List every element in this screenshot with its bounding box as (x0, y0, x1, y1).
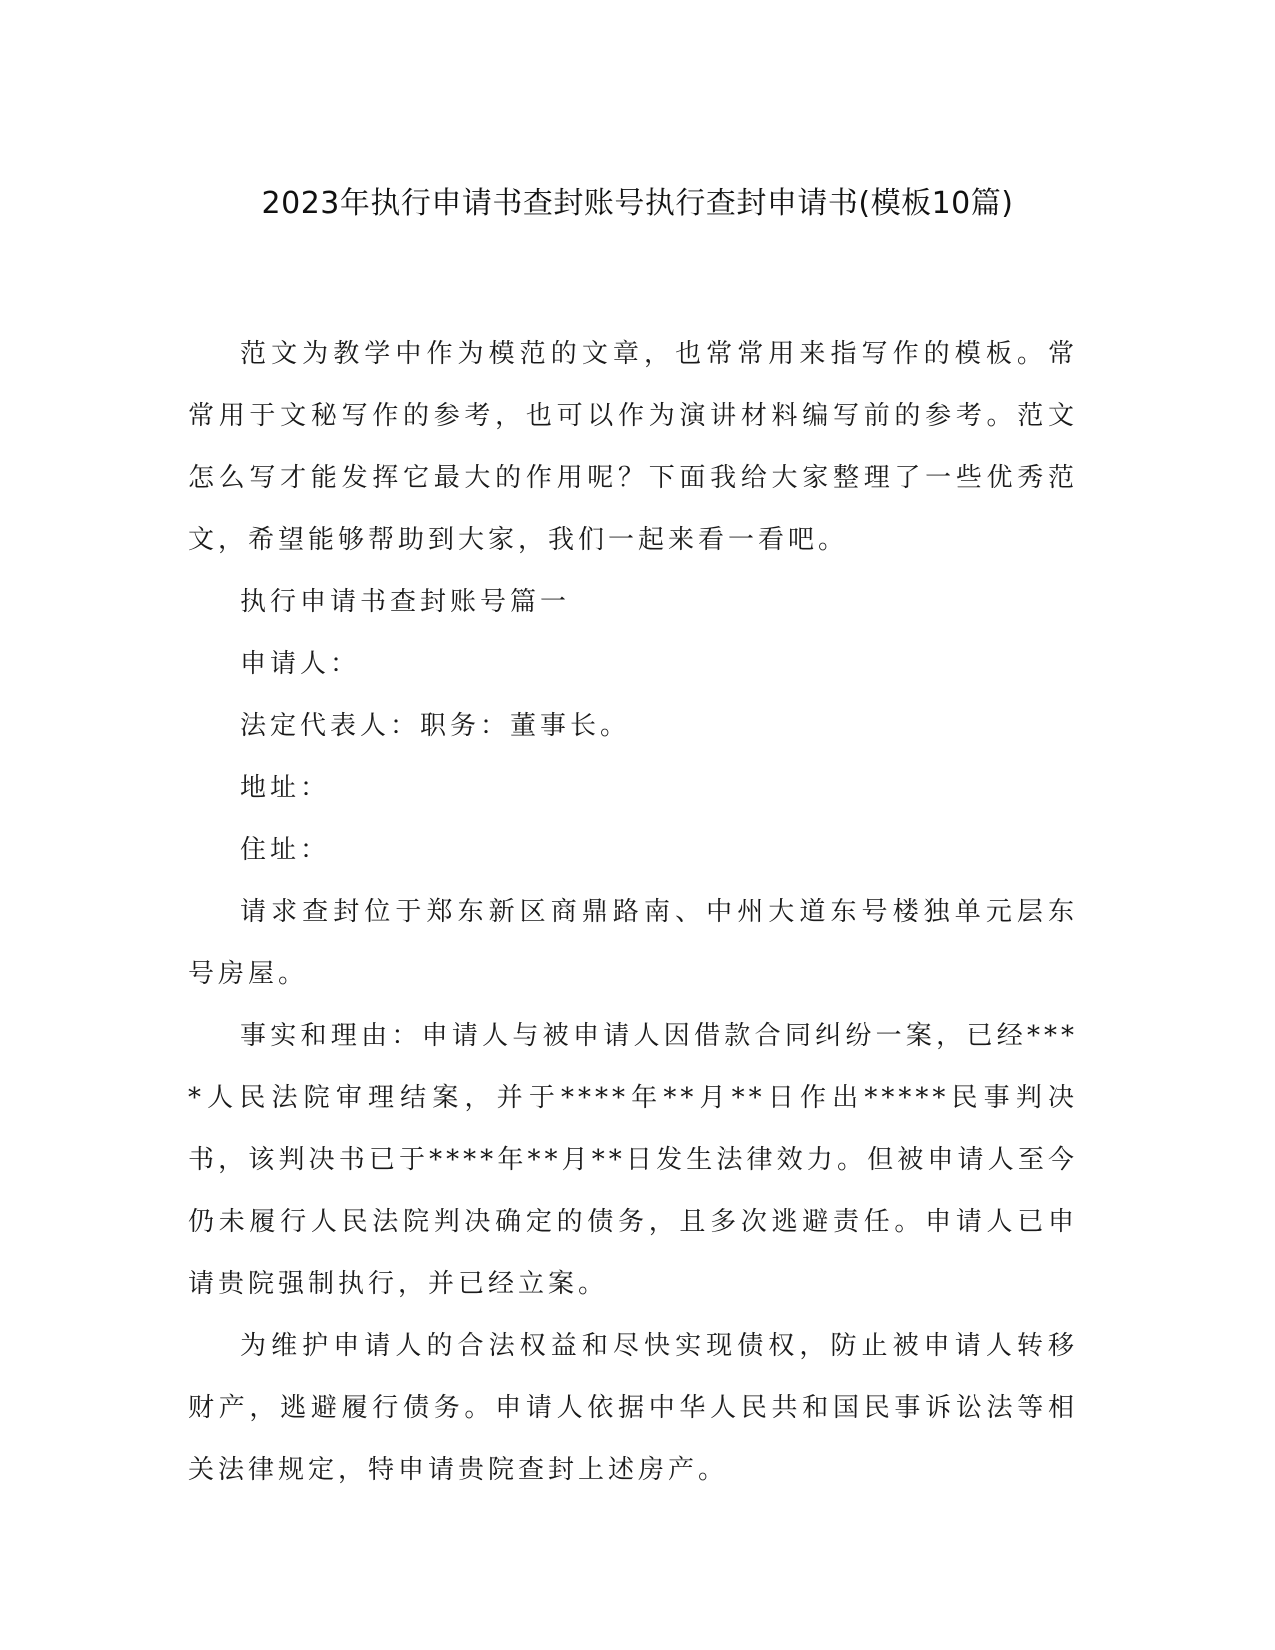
residence-line: 住址： (240, 835, 331, 865)
section-heading: 执行申请书查封账号篇一 (240, 587, 571, 617)
document-title: 2023年执行申请书查封账号执行查封申请书(模板10篇) (261, 186, 1014, 221)
address-line: 地址： (240, 773, 331, 803)
intro-paragraph: 范文为教学中作为模范的文章，也常常用来指写作的模板。常常用于文秘写作的参考，也可以作为演讲材料编写前的参考。范文怎么写才能发挥它最大的作用呢？下面我给大家整理了一些优秀范文，希望能够帮助到大家，我们一起来看一看吧。 (188, 339, 1078, 555)
legal-representative-line: 法定代表人：职务：董事长。 (240, 711, 631, 741)
request-paragraph: 请求查封位于郑东新区商鼎路南、中州大道东号楼独单元层东号房屋。 (188, 897, 1078, 989)
purpose-paragraph: 为维护申请人的合法权益和尽快实现债权，防止被申请人转移财产，逃避履行债务。申请人依据中华人民共和国民事诉讼法等相关法律规定，特申请贵院查封上述房产。 (188, 1331, 1078, 1485)
applicant-line: 申请人： (240, 649, 361, 679)
document-body (188, 323, 1078, 1501)
facts-paragraph: 事实和理由：申请人与被申请人因借款合同纠纷一案，已经****人民法院审理结案，并于****年**月**日作出*****民事判决书，该判决书已于****年**月**日发生法律效力。但被申请人至今仍未履行人民法院判决确定的债务，且多次逃避责任。申请人已申请贵院强制执行，并已经立案。 (188, 1021, 1078, 1299)
